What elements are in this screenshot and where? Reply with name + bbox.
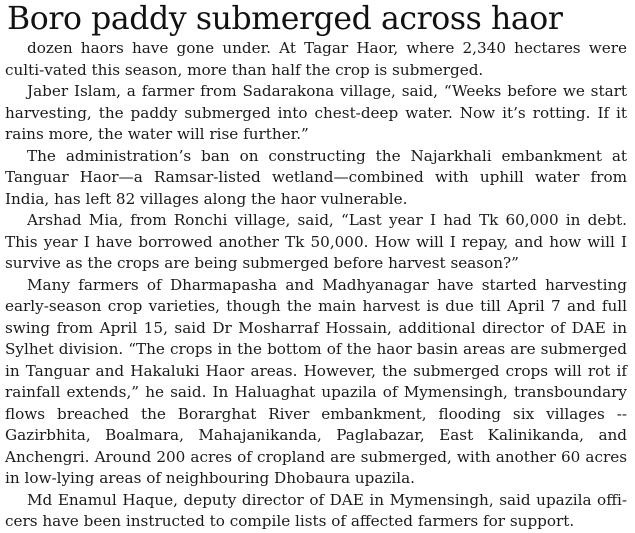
paragraph-1: dozen haors have gone under. At Tagar Haor, where 2,340 hectares were culti - vated this season, more than half the crop is submerged.: [5, 38, 627, 81]
article-body: [5, 38, 627, 533]
paragraph-6: Md Enamul Haque, deputy director of DAE in Mymensingh, said upazila offi -cers have been instructed to compile lists of affected farmers for support.: [5, 490, 627, 533]
headline: Boro paddy submerged across haor: [7, 1, 563, 37]
paragraph-4: Arshad Mia, from Ronchi village, said, “Last year I had Tk 60,000 in debt. This year I have borrowed another Tk 50,000. How will I repay, and how will I survive as the crops are being submerged before harvest season?”: [5, 211, 627, 272]
paragraph-5: Many farmers of Dharmapasha and Madhyanagar have started harvesting early-season crop varieties, though the main harvest is due till April 7 and full swing from April 15, said Dr Mosharraf Hossain, additional director of DAE in Sylhet division. “The crops in the bottom of the haor basin areas are submerged in Tanguar and Hakaluki Haor areas. However, the submerged crops will rot if rainfall extends,” he said. In Haluaghat upazila of Mymensingh, transboundary flows breached the Borarghat River embankment, flooding six villages -- Gazirbhita, Boalmara, Mahajanikanda, Paglabazar, East Kalinikanda, and Anchengri. Around 200 acres of cropland are submerged, with another 60 acres in low-lying areas of neighbouring Dhobaura upazila.: [5, 275, 627, 487]
paragraph-2: Jaber Islam, a farmer from Sadarakona village, said, “Weeks before we start harvesting, the paddy submerged into chest-deep water. Now it’s rotting. If it rains more, the water will rise further.”: [5, 82, 627, 143]
paragraph-3: The administration’s ban on constructing the Najarkhali embankment at Tanguar Haor—a Ramsar-listed wetland—combined with uphill water from India, has left 82 villages along the haor vulnerable.: [5, 146, 627, 208]
news-article: [5, 0, 627, 533]
